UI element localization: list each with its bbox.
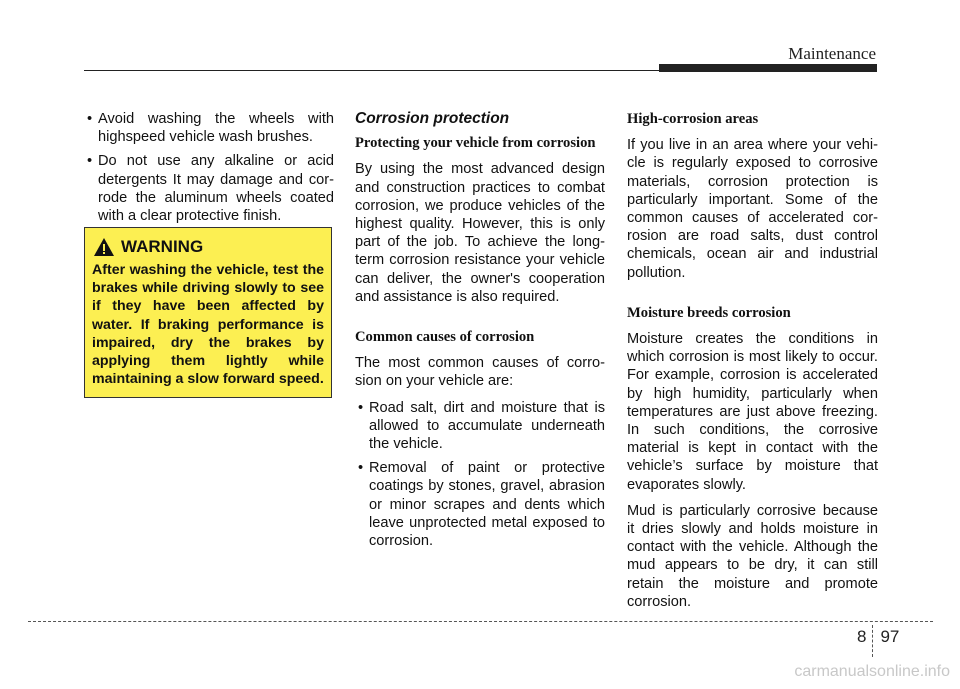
subheading-moisture: Moisture breeds corrosion (627, 304, 791, 321)
column-2 (355, 110, 605, 556)
warning-header (93, 236, 203, 258)
wheel-care-list (84, 110, 334, 225)
warning-box (84, 227, 332, 398)
warning-triangle-icon (93, 237, 115, 257)
warning-text: After washing the vehicle, test the brakes while driving slowly to see if they have been affected by water. If braking performance is impaired, dry the brakes by applying them lightly while maintaining a slow forward speed. (92, 262, 324, 388)
list-item: • Do not use any alkaline or acid detergents It may damage and corrode the aluminum wheels coated with a clear protective finish. (84, 152, 334, 225)
list-item: • Avoid washing the wheels with highspeed vehicle wash brushes. (84, 110, 334, 146)
page-number-value: 97 (880, 627, 900, 646)
section-title: Corrosion protection (355, 110, 510, 127)
paragraph-high-corrosion: If you live in an area where your vehicle is regularly exposed to corrosive materials, corrosion protection is particularly important. Some of the common causes of accelerated corrosion are road salts, dust control chemicals, ocean air and industrial pollution. (627, 137, 878, 281)
paragraph-common-causes: The most common causes of corrosion on your vehicle are: (355, 355, 605, 390)
column-3 (627, 110, 878, 619)
causes-list (355, 399, 605, 551)
page-separator (872, 625, 874, 657)
paragraph-moisture-2: Mud is particularly corrosive because it dries slowly and holds moisture in contact with the vehicle. Although the mud appears to be dry, it can still retain the moisture and promote corrosion. (627, 502, 878, 610)
paragraph-moisture-1: Moisture creates the conditions in which corrosion is most likely to occur. For example, corrosion is accelerated by high humidity, particularly when temperatures are just above freezing. In such conditions, the corrosive material is kept in contact with the vehicle’s surface by moisture that evaporates slowly. (627, 331, 878, 493)
header-bar (659, 64, 877, 72)
subheading-protecting: Protecting your vehicle from corrosion (355, 135, 596, 152)
list-item: • Road salt, dirt and moisture that is allowed to accumulate underneath the vehicle. (355, 399, 605, 454)
header-rule (84, 70, 659, 71)
page-number (857, 627, 899, 657)
subheading-high-corrosion: High-corrosion areas (627, 111, 759, 127)
subheading-common-causes: Common causes of corrosion (355, 329, 535, 346)
warning-title: WARNING (121, 237, 204, 256)
list-item: • Removal of paint or protective coatings by stones, gravel, abrasion or minor scrapes and dents which leave unprotected metal exposed to corrosion. (355, 459, 605, 550)
watermark: carmanualsonline.info (794, 663, 950, 680)
chapter-number: 8 (857, 627, 867, 646)
header-title: Maintenance (788, 44, 876, 63)
paragraph-protecting: By using the most advanced design and construction practices to combat corrosion, we produce vehicles of the highest quality. However, this is only part of the job. To achieve the long-term corrosion resistance your vehicle can deliver, the owner's cooperation and assistance is also required. (355, 161, 605, 305)
column-1 (84, 110, 334, 231)
footer-rule (28, 621, 933, 622)
